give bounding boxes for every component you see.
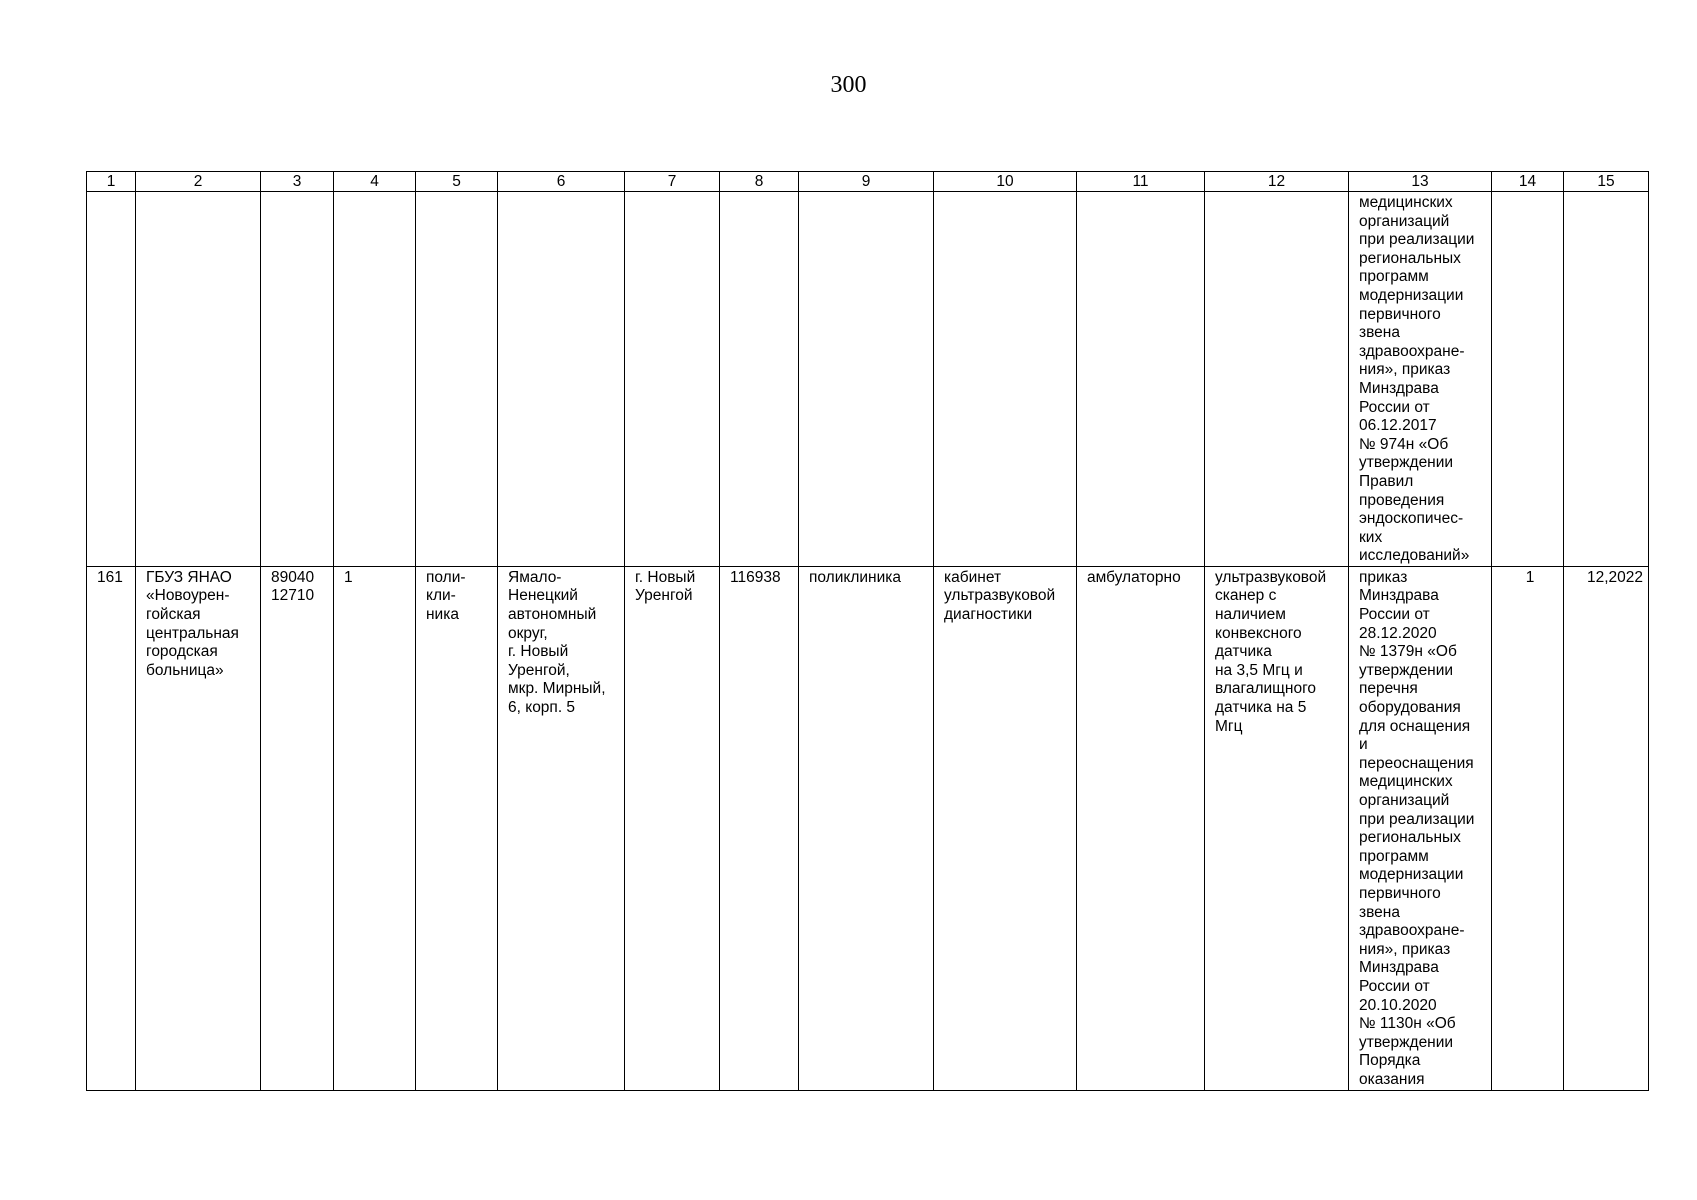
cell-equipment: ультразвуковой сканер с наличием конвексного датчика на 3,5 Мгц и влагалищного датчика на 5 Мгц bbox=[1205, 566, 1349, 1090]
cell-unit-type: поли- кли- ника bbox=[416, 566, 498, 1090]
cell-legal-basis: приказ Минздрава России от 28.12.2020 № 1379н «Об утверждении перечня оборудования для оснащения и переоснащения медицинских организаций при реализации региональных программ модернизации первичного звена здравоохране- ния», приказ Минздрава России от 20.10.2020 № 1130н «Об утверждении Порядка оказания bbox=[1349, 566, 1492, 1090]
header-col-9: 9 bbox=[799, 172, 934, 192]
cell-empty bbox=[416, 192, 498, 567]
cell-city: г. Новый Уренгой bbox=[625, 566, 720, 1090]
cell-empty bbox=[1492, 192, 1564, 567]
cell-col8: 116938 bbox=[720, 566, 799, 1090]
cell-empty bbox=[934, 192, 1077, 567]
cell-empty bbox=[498, 192, 625, 567]
cell-row-number: 161 bbox=[87, 566, 136, 1090]
table-row-continuation bbox=[87, 192, 1649, 567]
cell-empty bbox=[136, 192, 261, 567]
cell-address: Ямало- Ненецкий автономный округ, г. Новый Уренгой, мкр. Мирный, 6, корп. 5 bbox=[498, 566, 625, 1090]
header-col-12: 12 bbox=[1205, 172, 1349, 192]
header-col-2: 2 bbox=[136, 172, 261, 192]
cell-empty bbox=[1077, 192, 1205, 567]
cell-empty bbox=[1205, 192, 1349, 567]
cell-empty bbox=[625, 192, 720, 567]
equipment-table bbox=[86, 171, 1649, 1091]
table-row-161 bbox=[87, 566, 1649, 1090]
cell-legal-basis: медицинских организаций при реализации региональных программ модернизации первичного звена здравоохране- ния», приказ Минздрава России от 06.12.2017 № 974н «Об утверждении Правил проведения эндоскопичес- ких исследований» bbox=[1349, 192, 1492, 567]
header-col-14: 14 bbox=[1492, 172, 1564, 192]
cell-organization: ГБУЗ ЯНАО «Новоурен- гойская центральная городская больница» bbox=[136, 566, 261, 1090]
header-col-11: 11 bbox=[1077, 172, 1205, 192]
cell-quantity: 1 bbox=[1492, 566, 1564, 1090]
cell-room: кабинет ультразвуковой диагностики bbox=[934, 566, 1077, 1090]
cell-col4: 1 bbox=[334, 566, 416, 1090]
page-number: 300 bbox=[830, 72, 867, 98]
cell-empty bbox=[720, 192, 799, 567]
header-col-3: 3 bbox=[261, 172, 334, 192]
header-col-7: 7 bbox=[625, 172, 720, 192]
cell-care-condition: амбулаторно bbox=[1077, 566, 1205, 1090]
header-row bbox=[87, 172, 1649, 192]
cell-department: поликлиника bbox=[799, 566, 934, 1090]
header-col-13: 13 bbox=[1349, 172, 1492, 192]
header-col-15: 15 bbox=[1564, 172, 1649, 192]
header-col-4: 4 bbox=[334, 172, 416, 192]
header-col-6: 6 bbox=[498, 172, 625, 192]
header-col-1: 1 bbox=[87, 172, 136, 192]
header-col-10: 10 bbox=[934, 172, 1077, 192]
cell-empty bbox=[1564, 192, 1649, 567]
cell-empty bbox=[261, 192, 334, 567]
cell-empty bbox=[799, 192, 934, 567]
header-col-5: 5 bbox=[416, 172, 498, 192]
cell-empty bbox=[87, 192, 136, 567]
header-col-8: 8 bbox=[720, 172, 799, 192]
cell-code: 89040 12710 bbox=[261, 566, 334, 1090]
cell-empty bbox=[334, 192, 416, 567]
cell-date: 12,2022 bbox=[1564, 566, 1649, 1090]
